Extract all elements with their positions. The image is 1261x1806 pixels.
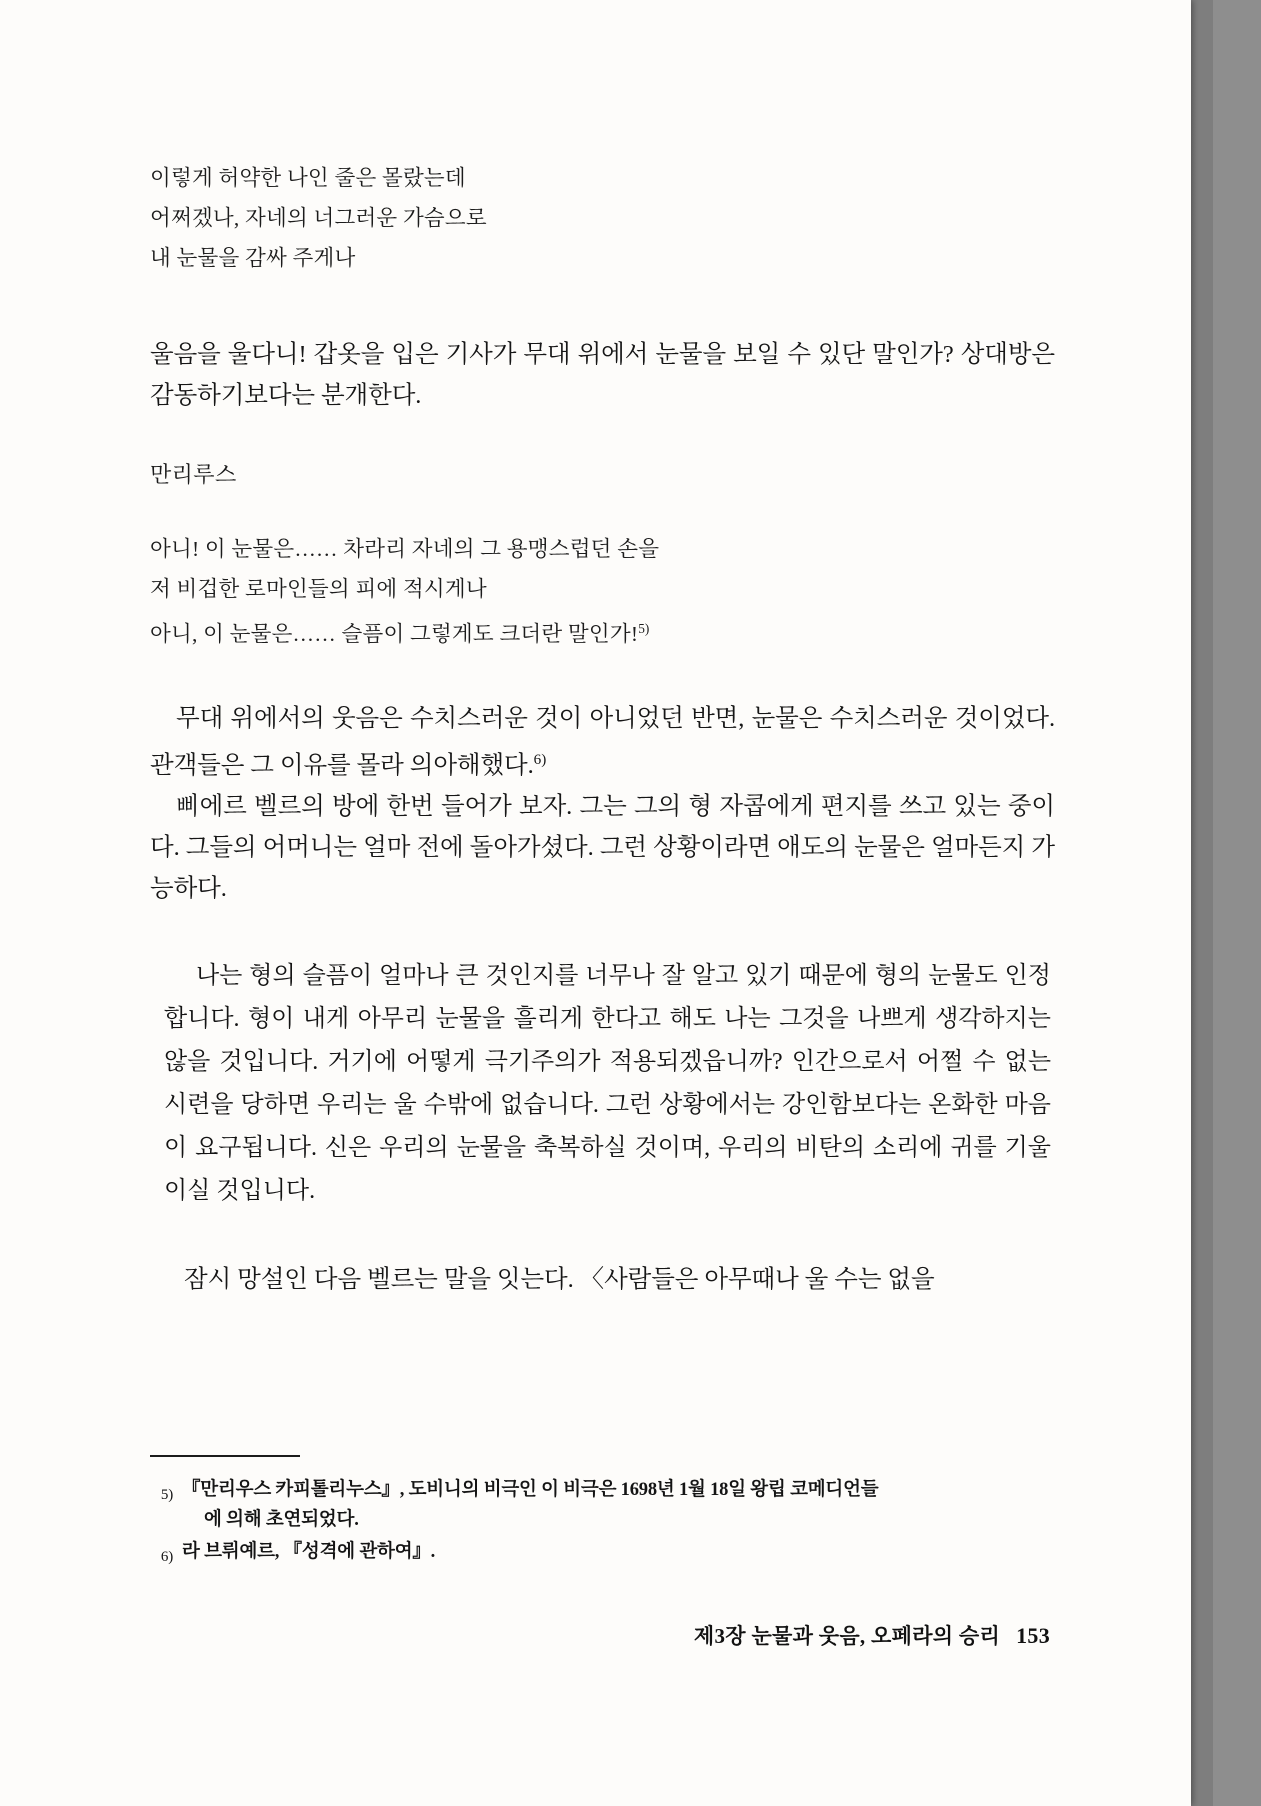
verse-block-2 (150, 529, 1055, 654)
block-gap (150, 278, 1055, 334)
footnote-text (182, 1475, 1050, 1535)
speaker-label-1: 만리루스 (150, 462, 237, 487)
paragraph-1: 울음을 울다니! 갑옷을 입은 기사가 무대 위에서 눈물을 보일 수 있단 말인가? 상대방은 감동하기보다는 분개한다. (150, 341, 1055, 409)
chapter-title: 제3장 눈물과 웃음, 오페라의 승리 (693, 1624, 1001, 1648)
top-margin-spacer (150, 0, 1055, 158)
footnote-item (150, 1537, 1050, 1572)
verse-line: 이렇게 허약한 나인 줄은 몰랐는데 (150, 166, 466, 190)
running-footer (150, 1620, 1072, 1650)
footnote-text-continuation: 에 의해 초연되었다. (204, 1510, 359, 1530)
verse-line: 아니! 이 눈물은…… 차라리 자네의 그 용맹스럽던 손을 (150, 537, 660, 561)
verse-line (150, 609, 1055, 654)
verse-line: 내 눈물을 감싸 주게나 (150, 246, 356, 270)
footnote-ref-5[interactable]: 5) (638, 621, 650, 636)
verse-line-text: 아니, 이 눈물은…… 슬픔이 그렇게도 크더란 말인가! (150, 622, 639, 647)
paragraph-2 (150, 698, 1055, 786)
footnote-separator-rule (150, 1455, 300, 1457)
footnote-item (150, 1475, 1050, 1535)
footnote-marker: 6) (160, 1549, 173, 1565)
footnotes-section (150, 1455, 1050, 1574)
blockquote-letter: 나는 형의 슬픔이 얼마나 큰 것인지를 너무나 잘 알고 있기 때문에 형의 눈물도 인정합니다. 형이 내게 아무리 눈물을 흘리게 한다고 해도 나는 그것을 나쁘게 생각하지는 않을 것입니다. 거기에 어떻게 극기주의가 적용되겠읍니까? 인간으로서 어쩔 수 없는 시련을 당하면 우리는 울 수밖에 없습니다. 그런 상황에서는 강인함보다는 온화한 마음이 요구됩니다. 신은 우리의 눈물을 축복하실 것이며, 우리의 비탄의 소리에 귀를 기울이실 것입니다. (164, 963, 1051, 1205)
verse-line: 저 비겁한 로마인들의 피에 적시게나 (150, 577, 487, 601)
block-gap (150, 489, 1055, 529)
footnote-marker: 5) (160, 1487, 173, 1503)
verse-block-1 (150, 158, 1055, 278)
verse-line: 어쩌겠나, 자네의 너그러운 가슴으로 (150, 206, 487, 230)
block-gap (150, 1213, 1055, 1259)
paragraph-4: 잠시 망설인 다음 벨르는 말을 잇는다. 〈사람들은 아무때나 울 수는 없을 (184, 1266, 935, 1294)
block-gap (150, 909, 1055, 955)
block-gap (150, 416, 1055, 458)
paragraph-2-text: 무대 위에서의 웃음은 수치스러운 것이 아니었던 반면, 눈물은 수치스러운 것이었다. 관객들은 그 이유를 몰라 의아해했다. (150, 705, 1055, 780)
page-number: 153 (1016, 1623, 1050, 1648)
footnote-ref-6[interactable]: 6) (533, 751, 547, 769)
paragraph-3: 삐에르 벨르의 방에 한번 들어가 보자. 그는 그의 형 자콥에게 편지를 쓰고 있는 중이다. 그들의 어머니는 얼마 전에 돌아가셨다. 그런 상황이라면 애도의 눈물은 얼마든지 가능하다. (150, 793, 1055, 903)
footnote-text-line: 『만리우스 카피톨리누스』, 도비니의 비극인 이 비극은 1698년 1월 18일 왕립 코메디언들 (182, 1480, 879, 1500)
footnote-text: 라 브뤼예르, 『성격에 관하여』. (182, 1542, 436, 1562)
block-gap (150, 654, 1055, 698)
